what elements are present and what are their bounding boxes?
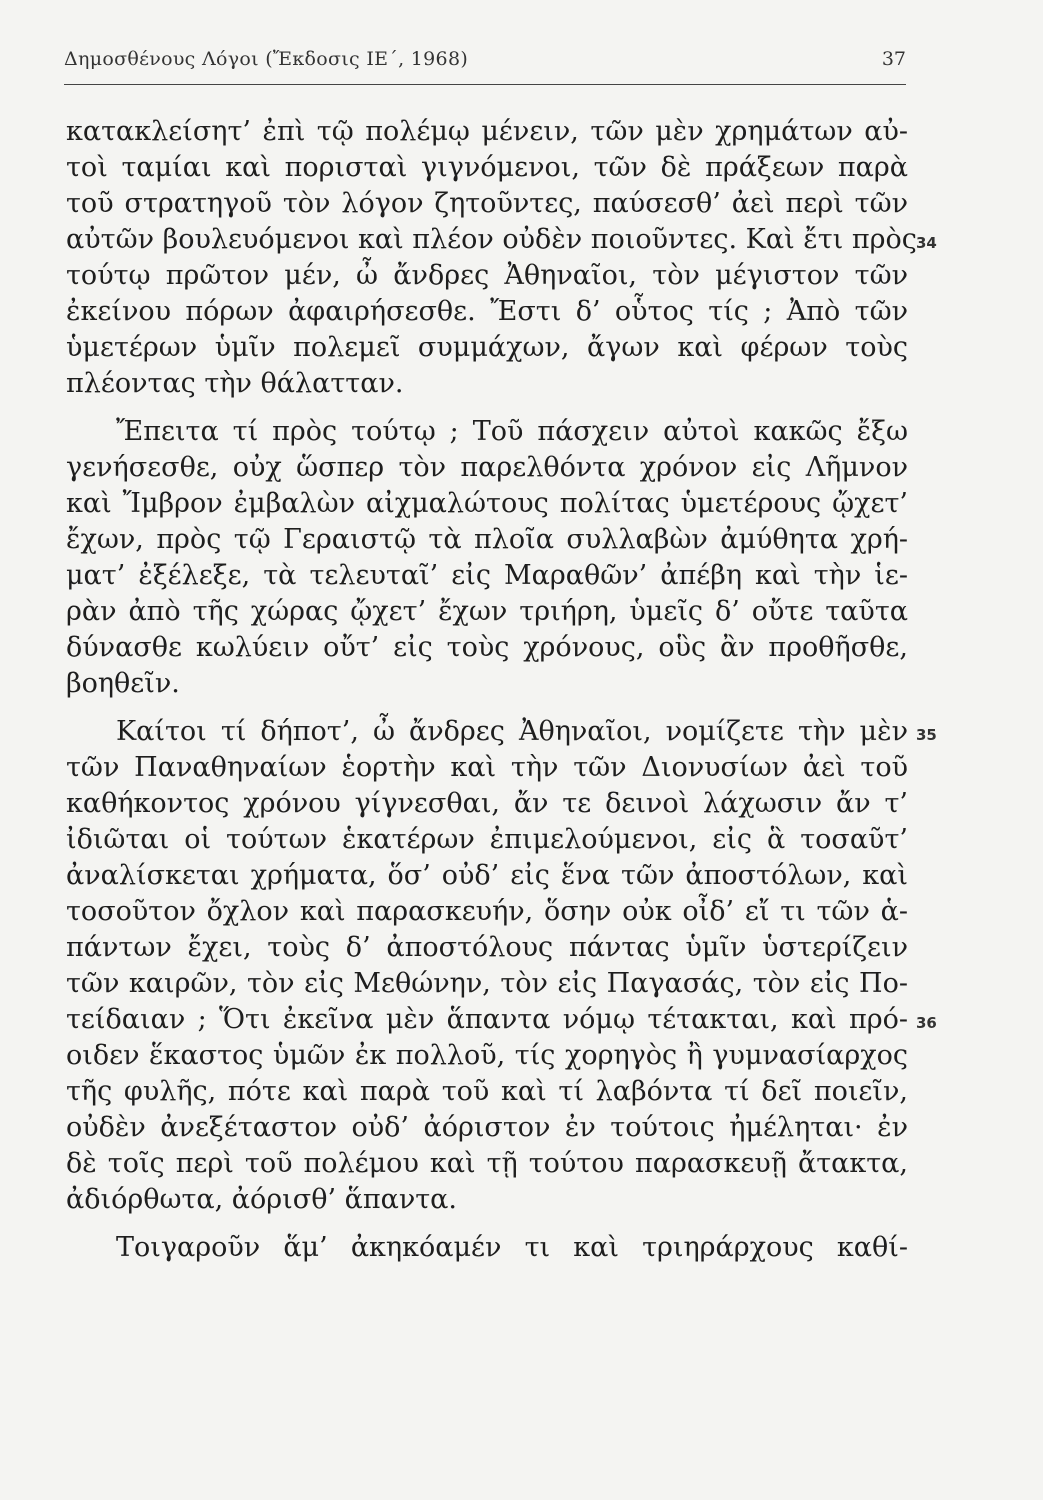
text-line: οὐδὲν ἀνεξέταστον οὐδ’ ἀόριστον ἐν τούτοις ἠμέληται· ἐν — [66, 1112, 908, 1143]
text-line: τείδαιαν ; Ὅτι ἐκεῖνα μὲν ἅπαντα νόμῳ τέτακται, καὶ πρό- — [66, 1004, 908, 1035]
text-line: ρὰν ἀπὸ τῆς χώρας ᾤχετ’ ἔχων τριήρη, ὑμεῖς δ’ οὔτε ταῦτα — [66, 596, 908, 627]
text-line: Τοιγαροῦν ἅμ’ ἀκηκόαμέν τι καὶ τριηράρχους καθί- — [116, 1232, 908, 1263]
text-line: ἀδιόρθωτα, ἀόρισθ’ ἅπαντα. — [66, 1184, 457, 1215]
text-line: τῶν Παναθηναίων ἑορτὴν καὶ τὴν τῶν Διονυσίων ἀεὶ τοῦ — [66, 752, 908, 783]
text-line: δὲ τοῖς περὶ τοῦ πολέμου καὶ τῇ τούτου παρασκευῇ ἄτακτα, — [66, 1148, 908, 1179]
text-line: τῶν καιρῶν, τὸν εἰς Μεθώνην, τὸν εἰς Παγασάς, τὸν εἰς Πο- — [66, 968, 908, 999]
text-line: κατακλείσητ’ ἐπὶ τῷ πολέμῳ μένειν, τῶν μὲν χρημάτων αὐ- — [66, 116, 908, 147]
section-number: 35 — [916, 726, 937, 744]
text-line: τούτῳ πρῶτον μέν, ὦ ἄνδρες Ἀθηναῖοι, τὸν μέγιστον τῶν — [66, 260, 908, 291]
text-line: ἀναλίσκεται χρήματα, ὅσ’ οὐδ’ εἰς ἕνα τῶν ἀποστόλων, καὶ — [66, 860, 908, 891]
text-line: καὶ Ἴμβρον ἐμβαλὼν αἰχμαλώτους πολίτας ὑμετέρους ᾤχετ’ — [66, 488, 908, 519]
text-line: τοσοῦτον ὄχλον καὶ παρασκευήν, ὅσην οὐκ οἶδ’ εἴ τι τῶν ἁ- — [66, 896, 908, 927]
section-number: 36 — [916, 1014, 937, 1032]
text-line: τοῦ στρατηγοῦ τὸν λόγον ζητοῦντες, παύσεσθ’ ἀεὶ περὶ τῶν — [66, 188, 908, 219]
page-number: 37 — [881, 48, 906, 70]
text-line: δύνασθε κωλύειν οὔτ’ εἰς τοὺς χρόνους, οὓς ἂν προθῆσθε, — [66, 632, 908, 663]
text-line: οιδεν ἕκαστος ὑμῶν ἐκ πολλοῦ, τίς χορηγὸς ἢ γυμνασίαρχος — [66, 1040, 908, 1071]
text-line: ἔχων, πρὸς τῷ Γεραιστῷ τὰ πλοῖα συλλαβὼν ἀμύθητα χρή- — [66, 524, 908, 555]
text-line: πάντων ἔχει, τοὺς δ’ ἀποστόλους πάντας ὑμῖν ὑστερίζειν — [66, 932, 908, 963]
header-title: Δημοσθένους Λόγοι (Ἔκδοσις ΙΕ΄, 1968) — [64, 48, 469, 70]
text-line: αὐτῶν βουλευόμενοι καὶ πλέον οὐδὲν ποιοῦντες. Καὶ ἔτι πρὸς — [66, 224, 917, 255]
text-line: τοὶ ταμίαι καὶ πορισταὶ γιγνόμενοι, τῶν δὲ πράξεων παρὰ — [66, 152, 908, 183]
section-number: 34 — [916, 234, 937, 252]
text-line: Καίτοι τί δήποτ’, ὦ ἄνδρες Ἀθηναῖοι, νομίζετε τὴν μὲν — [116, 716, 908, 747]
text-line: γενήσεσθε, οὐχ ὥσπερ τὸν παρελθόντα χρόνον εἰς Λῆμνον — [66, 452, 908, 483]
text-line: βοηθεῖν. — [66, 668, 180, 699]
text-line: Ἔπειτα τί πρὸς τούτῳ ; Τοῦ πάσχειν αὐτοὶ κακῶς ἔξω — [116, 416, 908, 447]
text-line: ἐκείνου πόρων ἀφαιρήσεσθε. Ἔστι δ’ οὗτος τίς ; Ἀπὸ τῶν — [66, 296, 908, 327]
text-line: τῆς φυλῆς, πότε καὶ παρὰ τοῦ καὶ τί λαβόντα τί δεῖ ποιεῖν, — [66, 1076, 908, 1107]
running-header — [64, 44, 906, 85]
text-line: ὑμετέρων ὑμῖν πολεμεῖ συμμάχων, ἄγων καὶ φέρων τοὺς — [66, 332, 908, 363]
text-line: πλέοντας τὴν θάλατταν. — [66, 368, 404, 399]
text-line: ἰδιῶται οἱ τούτων ἑκατέρων ἐπιμελούμενοι, εἰς ἃ τοσαῦτ’ — [66, 824, 908, 855]
text-line: καθήκοντος χρόνου γίγνεσθαι, ἄν τε δεινοὶ λάχωσιν ἄν τ’ — [66, 788, 908, 819]
text-line: ματ’ ἐξέλεξε, τὰ τελευταῖ’ εἰς Μαραθῶν’ ἀπέβη καὶ τὴν ἱε- — [66, 560, 908, 591]
